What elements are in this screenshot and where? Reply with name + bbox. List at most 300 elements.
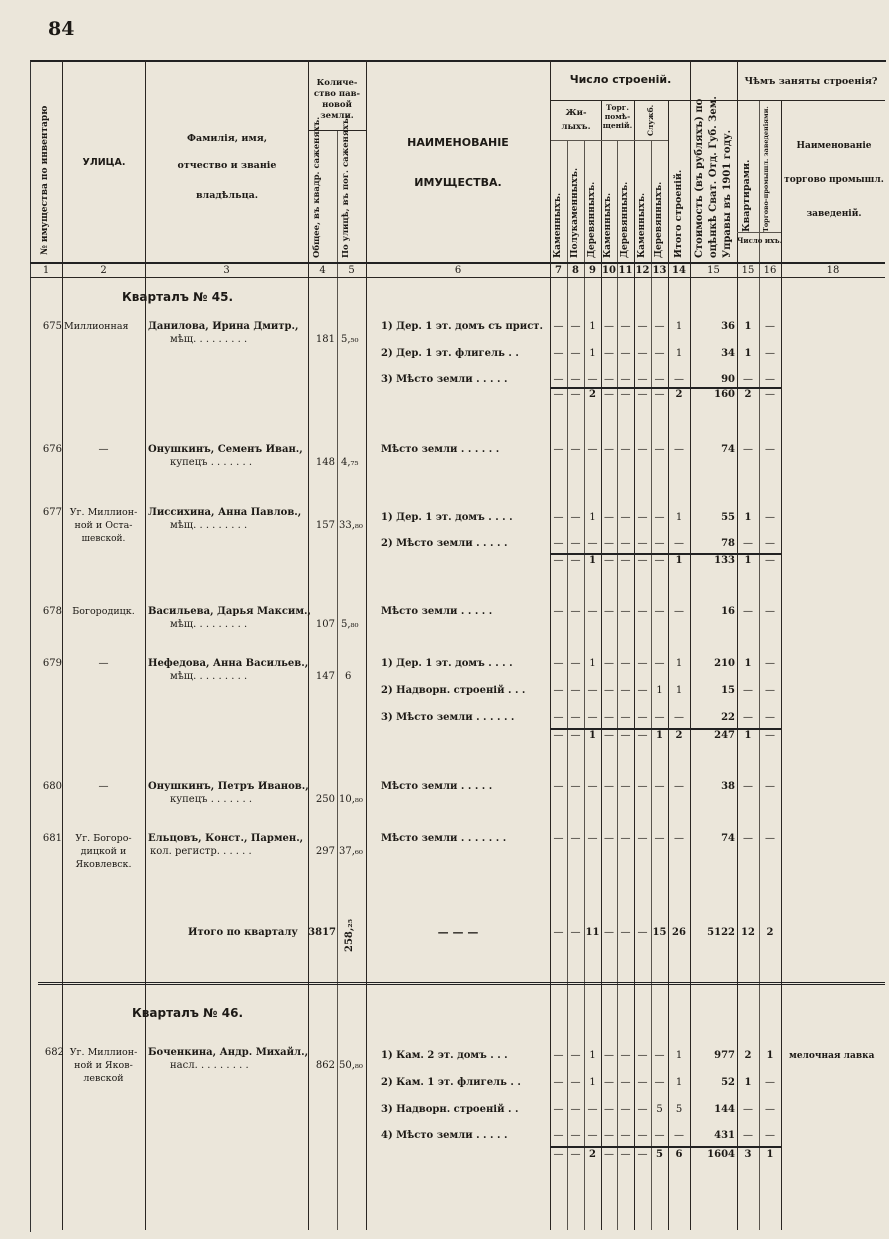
dash-cell: —	[587, 712, 598, 723]
count-cell: 5	[675, 1104, 683, 1115]
dash-cell: —	[553, 781, 564, 792]
count-cell: 1	[675, 348, 683, 359]
dash-cell: —	[637, 374, 648, 385]
dash-cell: —	[570, 781, 581, 792]
dash-cell: —	[587, 685, 598, 696]
dash-cell: —	[553, 658, 564, 669]
dash-cell: —	[604, 685, 614, 696]
subtotal-cell: 1	[656, 730, 663, 741]
dash-cell: —	[637, 555, 648, 566]
dash-cell: —	[620, 444, 631, 455]
dash-cell: —	[674, 833, 684, 844]
dash-cell: —	[637, 1130, 648, 1141]
dash-cell: —	[553, 555, 564, 566]
dash-cell: —	[637, 538, 648, 549]
dash-cell: —	[604, 833, 614, 844]
dash-cell: —	[570, 321, 581, 332]
header-line	[737, 232, 781, 233]
dash-cell: —	[674, 538, 684, 549]
header-wood3: Деревянныхъ.	[654, 181, 664, 258]
land-area: 250	[315, 794, 335, 805]
dash-cell: —	[765, 512, 775, 523]
dash-cell: —	[620, 348, 631, 359]
street: ной и Яков-	[74, 1060, 133, 1071]
dash-cell: —	[587, 781, 598, 792]
dash-cell: —	[674, 606, 684, 617]
col-number: 15	[741, 265, 755, 276]
inventory-no: 677	[42, 507, 62, 518]
property-item: Мѣсто земли . . . . .	[381, 781, 493, 792]
property-item: Мѣсто земли . . . . . . .	[381, 833, 507, 844]
dash-cell: —	[743, 606, 753, 617]
subtotal-cell: 2	[675, 730, 683, 741]
land-front: 6	[345, 671, 352, 682]
dash-cell: —	[604, 512, 614, 523]
col-number: 3	[223, 265, 230, 276]
property-item: 3) Надворн. строеній . .	[381, 1104, 519, 1115]
count-cell: 1	[675, 512, 683, 523]
subtotal-cell: 1	[744, 555, 752, 566]
colnum-line	[30, 277, 885, 278]
subtotal-cell: 5	[656, 1149, 663, 1160]
dash-cell: —	[553, 389, 564, 400]
dash-cell: —	[654, 1077, 665, 1088]
inventory-no: 681	[42, 833, 62, 844]
count-cell: 1	[744, 321, 752, 332]
subtotal-cell: 2	[675, 389, 683, 400]
quarter-heading: Кварталъ № 45.	[122, 290, 233, 304]
dash-cell: —	[604, 321, 614, 332]
header-residential: Жи-	[565, 108, 587, 118]
land-area: 147	[315, 671, 335, 682]
dash-cell: —	[620, 374, 631, 385]
dash-cell: —	[743, 685, 753, 696]
value-cell: 34	[721, 348, 735, 359]
col-number: 6	[454, 265, 462, 276]
dash-cell: —	[674, 781, 684, 792]
quarter-total-area: 3817	[308, 927, 336, 938]
dash-cell: —	[620, 538, 631, 549]
land-front: 5,₅₀	[341, 334, 359, 345]
col-number: 9	[589, 265, 596, 276]
header-land-total: Общее, въ квадр. саженяхъ.	[312, 116, 322, 258]
subtotal-cell: 133	[714, 555, 735, 566]
dash-cell: —	[553, 1077, 564, 1088]
col-number: 18	[826, 265, 840, 276]
value-cell: 210	[714, 658, 735, 669]
dash-cell: —	[743, 444, 753, 455]
dash-cell: —	[743, 833, 753, 844]
dash-cell: —	[674, 1130, 684, 1141]
property-item: 3) Мѣсто земли . . . . . .	[381, 712, 515, 723]
header-trade: щеній.	[602, 121, 633, 130]
dash-cell: —	[553, 1050, 564, 1061]
count-cell: 1	[589, 1077, 596, 1088]
inventory-no: 679	[42, 658, 62, 669]
dash-cell: —	[765, 606, 775, 617]
dash-cell: —	[654, 348, 665, 359]
dash-cell: —	[570, 1104, 581, 1115]
dash-cell: —	[765, 1130, 775, 1141]
land-area: 157	[315, 520, 335, 531]
value-cell: 38	[721, 781, 735, 792]
owner: кол. регистр. . . . . .	[150, 846, 252, 857]
dash-cell: —	[620, 1149, 631, 1160]
dash-cell: —	[620, 781, 631, 792]
header-land: ство пав-	[313, 89, 361, 99]
dash-cell: —	[637, 712, 648, 723]
header-wood1: Деревянныхъ.	[587, 181, 597, 258]
dash-cell: —	[553, 374, 564, 385]
property-item: 2) Мѣсто земли . . . . .	[381, 538, 508, 549]
subtotal-cell: 2	[744, 389, 752, 400]
header-land: земли.	[320, 111, 354, 121]
property-item: 1) Дер. 1 эт. домъ съ прист.	[381, 321, 543, 332]
col-number: 13	[652, 265, 667, 276]
header-residential: лыхъ.	[561, 122, 591, 132]
dash-cell: —	[620, 1130, 631, 1141]
subtotal-cell: 1604	[707, 1149, 735, 1160]
count-cell: 1	[675, 685, 683, 696]
count-cell: 1	[589, 658, 596, 669]
value-cell: 74	[721, 833, 735, 844]
dash-cell: —	[743, 1130, 753, 1141]
subtotal-cell: 6	[675, 1149, 683, 1160]
count-cell: 1	[675, 1077, 683, 1088]
header-bottom-line	[30, 262, 885, 264]
count-cell: 1	[675, 321, 683, 332]
dash-cell: —	[765, 712, 775, 723]
dash-cell: —	[743, 712, 753, 723]
dash-cell: —	[637, 658, 648, 669]
inventory-no: 680	[42, 781, 62, 792]
value-cell: 977	[714, 1050, 735, 1061]
subtotal-cell: 1	[589, 730, 596, 741]
property-item: 2) Кам. 1 эт. флигель . .	[381, 1077, 521, 1088]
header-land: новой	[322, 100, 352, 110]
dash-cell: —	[654, 538, 665, 549]
header-trade: Торг.	[605, 103, 630, 112]
street: Уг. Миллион-	[69, 507, 138, 518]
quarter-total-cell: 11	[585, 927, 600, 938]
value-cell: 16	[721, 606, 735, 617]
dash-cell: —	[570, 1130, 581, 1141]
owner: насл. . . . . . . . .	[170, 1060, 249, 1071]
dash-cell: —	[553, 1130, 564, 1141]
dash-cell: —	[620, 1050, 631, 1061]
owner: Ельцовъ, Конст., Пармен.,	[148, 833, 304, 844]
street: Яковлевск.	[75, 859, 132, 870]
dash-cell: —	[620, 1104, 631, 1115]
dash-cell: —	[604, 1077, 614, 1088]
header-trade-est: Торгово-промышл. заведеніями.	[762, 106, 770, 232]
dash-cell: —	[604, 555, 614, 566]
street: —	[98, 658, 109, 669]
dash-cell: —	[570, 538, 581, 549]
dash-cell: —	[553, 1149, 564, 1160]
dash-cell: —	[570, 512, 581, 523]
street: Уг. Богоро-	[75, 833, 132, 844]
street: ной и Оста-	[74, 520, 133, 531]
col-number: 8	[572, 265, 579, 276]
dash-cell: —	[654, 1050, 665, 1061]
inventory-no: 682	[44, 1047, 64, 1058]
dash-cell: —	[743, 538, 753, 549]
property-item: 2) Надворн. строеній . . .	[381, 685, 526, 696]
dash-cell: —	[654, 781, 665, 792]
header-est-name: заведеній.	[806, 209, 862, 219]
dash-cell: —	[587, 1130, 598, 1141]
header-property: ИМУЩЕСТВА.	[414, 176, 502, 189]
land-front: 10,₈₀	[339, 794, 363, 805]
count-cell: 1	[656, 685, 663, 696]
dash-cell: —	[570, 348, 581, 359]
dash-cell: —	[620, 658, 631, 669]
street: —	[98, 781, 109, 792]
dash-cell: —	[765, 389, 775, 400]
dash-cell: —	[620, 712, 631, 723]
dash-cell: —	[553, 321, 564, 332]
street: левской	[83, 1073, 124, 1084]
dash-cell: —	[604, 444, 614, 455]
owner: Онушкинъ, Петръ Иванов.,	[148, 781, 309, 792]
dash-cell: —	[765, 1077, 775, 1088]
dash-cell: —	[587, 1104, 598, 1115]
dash-cell: —	[765, 1104, 775, 1115]
dash-cell: —	[620, 833, 631, 844]
dash-cell: —	[654, 606, 665, 617]
property-item: Мѣсто земли . . . . . .	[381, 444, 500, 455]
quarter-total-cell: 15	[652, 927, 667, 938]
count-cell: 5	[656, 1104, 663, 1115]
dash-cell: —	[587, 538, 598, 549]
count-cell: 1	[675, 658, 683, 669]
land-area: 181	[315, 334, 335, 345]
col-number: 14	[672, 265, 686, 276]
dash-cell: —	[620, 555, 631, 566]
dash-cell: —	[570, 606, 581, 617]
street: —	[98, 444, 109, 455]
dash-cell: —	[604, 606, 614, 617]
count-cell: 1	[744, 512, 752, 523]
dash-cell: —	[765, 444, 775, 455]
dash-cell: —	[553, 730, 564, 741]
owner: купецъ . . . . . . .	[170, 794, 253, 805]
dash-cell: —	[553, 348, 564, 359]
dash-cell: —	[637, 781, 648, 792]
street: дицкой и	[80, 846, 127, 857]
count-cell: 1	[744, 348, 752, 359]
col-number: 4	[319, 265, 326, 276]
land-front: 37,₆₀	[339, 846, 363, 857]
dash-cell: —	[570, 1077, 581, 1088]
dash-cell: —	[604, 1130, 614, 1141]
owner: Нефедова, Анна Васильев.,	[148, 658, 309, 669]
dash-cell: —	[674, 374, 684, 385]
quarter-total-cell: 2	[766, 927, 774, 938]
street: Богородицк.	[72, 606, 135, 617]
dash-cell: —	[743, 781, 753, 792]
owner: купецъ . . . . . . .	[170, 457, 253, 468]
count-cell: 1	[589, 348, 596, 359]
dash-cell: —	[604, 927, 614, 938]
value-cell: 36	[721, 321, 735, 332]
dash-cell: —	[604, 1149, 614, 1160]
count-cell: 1	[744, 658, 752, 669]
count-cell: 1	[589, 1050, 596, 1061]
dash-cell: —	[620, 927, 631, 938]
dash-cell: —	[765, 781, 775, 792]
col-number: 16	[763, 265, 777, 276]
quarter-total-cell: 26	[672, 927, 686, 938]
owner: мѣщ. . . . . . . . .	[170, 671, 248, 682]
dash-cell: —	[637, 321, 648, 332]
dash-cell: —	[604, 712, 614, 723]
dash-cell: —	[620, 512, 631, 523]
quarter-heading: Кварталъ № 46.	[132, 1006, 243, 1020]
dash-cell: —	[637, 927, 648, 938]
property-item: 1) Дер. 1 эт. домъ . . . .	[381, 512, 513, 523]
header-land: Количе-	[316, 78, 358, 88]
dash-cell: —	[637, 512, 648, 523]
land-area: 148	[315, 457, 335, 468]
header-est-name: Наименованіе	[796, 141, 872, 151]
dash-cell: —	[620, 730, 631, 741]
dash-cell: —	[620, 1077, 631, 1088]
dash-cell: —	[637, 833, 648, 844]
col-line	[145, 60, 146, 1230]
owner: Боченкина, Андр. Михайл.,	[148, 1047, 309, 1058]
col-number: 11	[618, 265, 633, 276]
header-apartments: Квартирами.	[741, 159, 752, 232]
subtotal-cell: 1	[766, 1149, 774, 1160]
header-owner: владѣльца.	[195, 190, 259, 201]
subtotal-cell: 160	[714, 389, 735, 400]
header-trade: помѣ-	[604, 112, 631, 121]
property-item: 2) Дер. 1 эт. флигель . .	[381, 348, 519, 359]
owner: Васильева, Дарья Максим.,	[148, 606, 311, 617]
dash-cell: —	[654, 389, 665, 400]
land-area: 107	[315, 619, 335, 630]
dash-cell: —	[765, 685, 775, 696]
quarter-total-label: Итого по кварталу	[188, 927, 298, 938]
owner: Данилова, Ирина Дмитр.,	[148, 321, 299, 332]
land-front: 50,₈₀	[339, 1060, 363, 1071]
dash-cell: —	[570, 444, 581, 455]
header-halfstone: Полукаменныхъ.	[570, 167, 580, 258]
col-number: 15	[707, 265, 720, 276]
dash-cell: —	[765, 730, 775, 741]
dash-cell: —	[553, 444, 564, 455]
dash-cell: —	[553, 833, 564, 844]
dash-cell: —	[570, 712, 581, 723]
dash-cell: —	[570, 555, 581, 566]
col-number: 7	[555, 265, 562, 276]
dash-cell: —	[637, 1077, 648, 1088]
header-occupied: Чѣмъ заняты строенія?	[744, 76, 878, 87]
header-line	[551, 140, 668, 141]
count-cell: 2	[744, 1050, 752, 1061]
count-cell: 1	[744, 1077, 752, 1088]
col-line	[366, 60, 367, 1230]
col-number: 2	[100, 265, 107, 276]
dash-cell: —	[637, 389, 648, 400]
count-cell: 1	[675, 1050, 683, 1061]
dash-cell: —	[637, 1104, 648, 1115]
dash-cell: —	[674, 444, 684, 455]
inventory-no: 678	[42, 606, 62, 617]
land-area: 862	[315, 1060, 335, 1071]
value-cell: 15	[721, 685, 735, 696]
dash-cell: —	[604, 348, 614, 359]
dash-cell: —	[604, 730, 614, 741]
dash-cell: —	[637, 1050, 648, 1061]
dash-cell: —	[570, 374, 581, 385]
col-number: 1	[42, 265, 50, 276]
header-owner: Фамилія, имя,	[186, 133, 268, 144]
property-item: 1) Дер. 1 эт. домъ . . . .	[381, 658, 513, 669]
header-stone3: Каменныхъ.	[637, 192, 647, 258]
dash-cell: —	[587, 606, 598, 617]
dash-cell: —	[743, 374, 753, 385]
dash-cell: —	[654, 444, 665, 455]
dash-cell: —	[604, 538, 614, 549]
dash-cell: —	[570, 730, 581, 741]
dash-cell: —	[553, 685, 564, 696]
owner: Онушкинъ, Семенъ Иван.,	[148, 444, 303, 455]
dash-cell: —	[553, 927, 564, 938]
street: Уг. Миллион-	[69, 1047, 138, 1058]
header-count: Число ихъ.	[737, 236, 783, 245]
street: шевской.	[81, 534, 126, 544]
value-cell: 52	[721, 1077, 735, 1088]
dash-cell: —	[765, 321, 775, 332]
owner: Лиссихина, Анна Павлов.,	[148, 507, 302, 518]
property-item: 4) Мѣсто земли . . . . .	[381, 1130, 508, 1141]
inventory-no: 676	[42, 444, 62, 455]
header-property: НАИМЕНОВАНІЕ	[407, 136, 509, 149]
dash-cell: —	[553, 712, 564, 723]
dash-cell: —	[654, 658, 665, 669]
header-service: Служб.	[646, 104, 655, 136]
dash-cell: —	[654, 512, 665, 523]
owner: мѣщ. . . . . . . . .	[170, 520, 248, 531]
property-item: 1) Кам. 2 эт. домъ . . .	[381, 1050, 508, 1061]
quarter-total-cell: 12	[741, 927, 755, 938]
count-cell: 1	[589, 512, 596, 523]
dash-cell: —	[654, 321, 665, 332]
owner: мѣщ. . . . . . . . .	[170, 334, 248, 345]
dash-cell: —	[654, 555, 665, 566]
dash-cell: —	[553, 538, 564, 549]
col-number: 10	[602, 265, 616, 276]
dash-cell: —	[620, 321, 631, 332]
value-cell: 144	[714, 1104, 735, 1115]
dash-cell: —	[637, 685, 648, 696]
subtotal-line	[550, 1146, 781, 1148]
dash-cell: —	[620, 606, 631, 617]
value-cell: 431	[714, 1130, 735, 1141]
header-stone1: Каменныхъ.	[553, 192, 563, 258]
dash-cell: —	[765, 833, 775, 844]
property-item: 3) Мѣсто земли . . . . .	[381, 374, 508, 385]
header-inventory-no: № имущества по инвентарю	[40, 105, 50, 255]
dash-cell: —	[765, 538, 775, 549]
header-est-name: торгово промышл.	[784, 175, 884, 185]
header-buildings: Число строеній.	[569, 73, 672, 86]
subtotal-cell: 2	[589, 1149, 596, 1160]
quarter-separator	[38, 982, 885, 985]
